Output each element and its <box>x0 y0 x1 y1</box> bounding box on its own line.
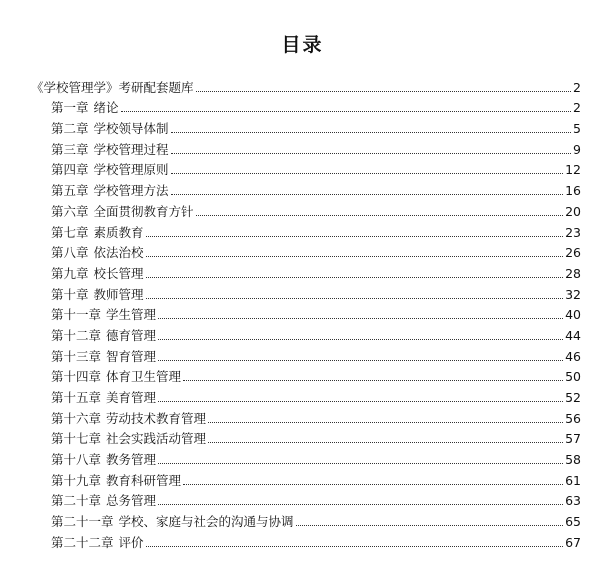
dot-leader <box>146 297 564 299</box>
toc-page-number: 52 <box>565 390 581 405</box>
toc-chapter-number: 第十三章 <box>51 348 102 364</box>
toc-entry-title: 学校、家庭与社会的沟通与协调 <box>118 514 294 530</box>
toc-entry-title: 总务管理 <box>106 493 157 509</box>
dot-leader <box>171 193 564 195</box>
toc-page-number: 67 <box>565 534 581 550</box>
toc-chapter-number: 第三章 <box>51 141 89 157</box>
toc-page-number: 65 <box>565 514 581 530</box>
toc-entry-title: 学生管理 <box>106 307 157 323</box>
toc-chapter-entry[interactable] <box>0 406 605 427</box>
dot-leader <box>146 545 564 547</box>
toc-entry-title: 学校管理方法 <box>93 183 169 199</box>
toc-chapter-number: 第十六章 <box>51 410 102 426</box>
toc-entry-label <box>51 287 144 303</box>
toc-entry-label <box>51 349 156 365</box>
toc-page-number: 63 <box>565 493 581 509</box>
toc-entry-label <box>51 411 206 427</box>
toc-page-number: 5 <box>573 121 581 137</box>
toc-chapter-entry[interactable] <box>0 468 605 489</box>
toc-list <box>0 75 605 551</box>
toc-entry-title: 学校管理过程 <box>93 141 169 157</box>
toc-entry-label <box>51 431 206 447</box>
toc-entry-title: 全面贯彻教育方针 <box>93 203 194 219</box>
dot-leader <box>146 276 564 278</box>
toc-chapter-entry[interactable] <box>0 137 605 158</box>
dot-leader <box>208 441 563 443</box>
toc-chapter-number: 第一章 <box>51 100 89 116</box>
toc-chapter-entry[interactable] <box>0 489 605 510</box>
dot-leader <box>158 359 563 361</box>
toc-entry-title: 依法治校 <box>93 245 144 261</box>
toc-entry-label <box>51 473 181 489</box>
toc-entry-label <box>51 369 181 385</box>
toc-page-number: 50 <box>565 369 581 385</box>
toc-entry-title: 智育管理 <box>106 348 157 364</box>
toc-chapter-number: 第四章 <box>51 162 89 178</box>
toc-entry-label <box>51 493 156 509</box>
toc-chapter-entry[interactable] <box>0 509 605 530</box>
toc-chapter-number: 第十八章 <box>51 452 102 468</box>
toc-page-number: 16 <box>565 183 581 199</box>
toc-chapter-entry[interactable] <box>0 178 605 199</box>
toc-page-number: 20 <box>565 203 581 219</box>
toc-chapter-number: 第七章 <box>51 224 89 240</box>
toc-page-number: 40 <box>565 307 581 323</box>
toc-entry-title: 社会实践活动管理 <box>106 431 207 447</box>
dot-leader <box>196 214 564 216</box>
toc-page-number: 44 <box>565 327 581 343</box>
toc-entry-label <box>51 100 119 116</box>
toc-page-number: 32 <box>565 286 581 302</box>
dot-leader <box>158 338 563 340</box>
dot-leader <box>121 110 572 112</box>
toc-page-number: 23 <box>565 224 581 240</box>
toc-page-number: 57 <box>565 431 581 447</box>
toc-entry-title: 美育管理 <box>106 390 157 405</box>
toc-chapter-entry[interactable] <box>0 96 605 117</box>
toc-chapter-number: 第十七章 <box>51 431 102 447</box>
toc-chapter-entry[interactable] <box>0 447 605 468</box>
toc-entry-title: 教师管理 <box>93 286 144 302</box>
toc-entry-title: 体育卫生管理 <box>106 369 182 385</box>
toc-entry-label <box>51 266 144 282</box>
toc-entry-title: 绪论 <box>93 100 119 116</box>
dot-leader <box>158 503 563 505</box>
toc-chapter-number: 第二十章 <box>51 493 102 509</box>
toc-entry-label <box>51 307 156 323</box>
dot-leader <box>171 172 564 174</box>
toc-entry-label <box>51 183 169 199</box>
toc-page-number: 2 <box>573 79 581 95</box>
toc-chapter-number: 第十五章 <box>51 390 102 405</box>
dot-leader <box>196 90 572 92</box>
toc-chapter-number: 第二章 <box>51 121 89 137</box>
toc-chapter-number: 第九章 <box>51 265 89 281</box>
toc-chapter-entry[interactable] <box>0 303 605 324</box>
toc-page-number: 46 <box>565 348 581 364</box>
toc-chapter-number: 第十章 <box>51 286 89 302</box>
dot-leader <box>158 462 563 464</box>
toc-entry-label <box>51 535 144 551</box>
toc-entry-label <box>51 328 156 344</box>
toc-entry-label <box>51 204 194 220</box>
toc-entry-title: 教务管理 <box>106 452 157 468</box>
toc-entry-title: 评价 <box>118 534 144 550</box>
toc-entry-label <box>51 245 144 261</box>
toc-chapter-entry[interactable] <box>0 385 605 406</box>
toc-chapter-entry[interactable] <box>0 116 605 137</box>
toc-entry-label <box>51 142 169 158</box>
dot-leader <box>183 379 563 381</box>
toc-chapter-number: 第十九章 <box>51 472 102 488</box>
toc-entry-label <box>51 452 156 468</box>
toc-entry-title: 素质教育 <box>93 224 144 240</box>
toc-entry-title: 学校管理原则 <box>93 162 169 178</box>
dot-leader <box>146 235 564 237</box>
dot-leader <box>171 152 572 154</box>
toc-entry-label <box>31 80 194 96</box>
toc-page-number: 28 <box>565 265 581 281</box>
toc-chapter-number: 第十一章 <box>51 307 102 323</box>
toc-entry-label <box>51 390 156 406</box>
toc-chapter-number: 第五章 <box>51 183 89 199</box>
toc-chapter-entry[interactable] <box>0 344 605 365</box>
toc-chapter-entry[interactable] <box>0 427 605 448</box>
dot-leader <box>183 483 563 485</box>
dot-leader <box>208 421 563 423</box>
toc-page-number: 12 <box>565 162 581 178</box>
toc-chapter-entry[interactable] <box>0 199 605 220</box>
toc-page-number: 58 <box>565 452 581 468</box>
toc-chapter-number: 第十四章 <box>51 369 102 385</box>
toc-entry-label <box>51 121 169 137</box>
toc-page-number: 61 <box>565 472 581 488</box>
toc-chapter-number: 第六章 <box>51 203 89 219</box>
toc-entry-label <box>51 225 144 241</box>
page-title: 目录 <box>281 34 324 56</box>
toc-chapter-entry[interactable] <box>0 261 605 282</box>
toc-entry-title: 劳动技术教育管理 <box>106 410 207 426</box>
toc-entry-title: 学校领导体制 <box>93 121 169 137</box>
toc-entry-label <box>51 162 169 178</box>
toc-chapter-number: 第二十一章 <box>51 514 114 530</box>
toc-chapter-number: 第十二章 <box>51 327 102 343</box>
toc-chapter-number: 第二十二章 <box>51 534 114 550</box>
dot-leader <box>296 524 564 526</box>
toc-chapter-number: 第八章 <box>51 245 89 261</box>
toc-chapter-entry[interactable] <box>0 323 605 344</box>
toc-entry-title: 德育管理 <box>106 327 157 343</box>
toc-chapter-entry[interactable] <box>0 241 605 262</box>
toc-page-number: 56 <box>565 410 581 426</box>
toc-page-number: 9 <box>573 141 581 157</box>
toc-entry-label <box>51 514 294 530</box>
dot-leader <box>158 317 563 319</box>
toc-entry-title: 《学校管理学》考研配套题库 <box>31 79 194 95</box>
toc-entry-title: 校长管理 <box>93 265 144 281</box>
toc-chapter-entry[interactable] <box>0 220 605 241</box>
toc-chapter-entry[interactable] <box>0 365 605 386</box>
toc-page-number: 2 <box>573 100 581 116</box>
dot-leader <box>158 400 563 402</box>
dot-leader <box>146 255 564 257</box>
toc-chapter-entry[interactable] <box>0 530 605 551</box>
dot-leader <box>171 131 572 133</box>
toc-entry-title: 教育科研管理 <box>106 472 182 488</box>
toc-chapter-entry[interactable] <box>0 282 605 303</box>
toc-page-number: 26 <box>565 245 581 261</box>
toc-chapter-entry[interactable] <box>0 158 605 179</box>
toc-book-entry[interactable] <box>0 75 605 96</box>
